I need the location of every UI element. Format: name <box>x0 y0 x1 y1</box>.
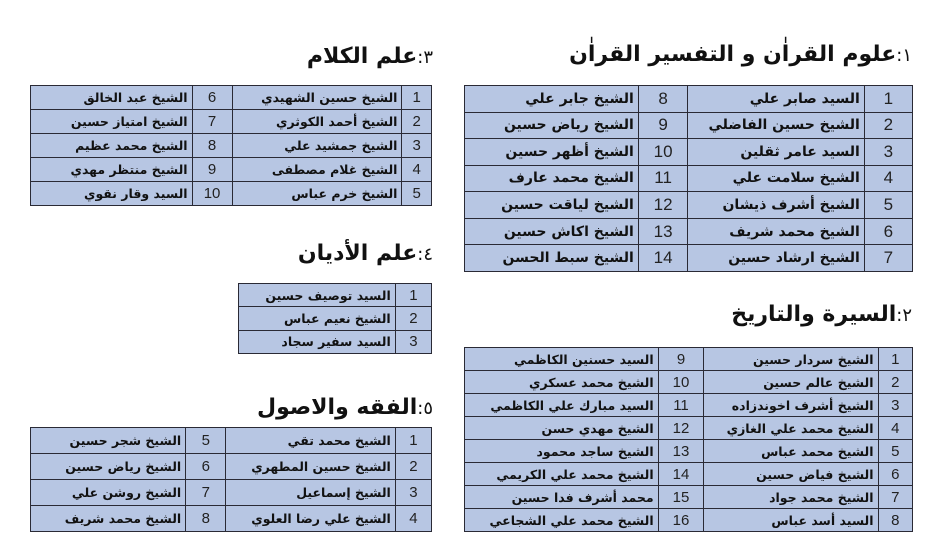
section-4-heading <box>298 241 433 266</box>
row-number-cell: 12 <box>658 417 704 440</box>
row-number-cell: 4 <box>864 165 912 192</box>
name-cell: الشيخ محمد جواد <box>704 486 878 509</box>
name-cell: الشيخ أحمد الكوثري <box>232 110 402 134</box>
row-number-cell: 1 <box>402 86 432 110</box>
name-cell: الشيخ منتظر مهدي <box>31 158 193 182</box>
row-number-cell: 7 <box>192 110 232 134</box>
name-cell: الشيخ محمد عسكري <box>465 371 659 394</box>
row-number-cell: 3 <box>878 394 912 417</box>
name-cell: السيد مبارك علي الكاظمي <box>465 394 659 417</box>
name-cell: الشيخ روشن علي <box>31 480 186 506</box>
table-row <box>465 112 913 139</box>
row-number-cell: 5 <box>402 182 432 206</box>
section-5-heading <box>257 395 433 420</box>
name-cell: الشيخ سردار حسين <box>704 348 878 371</box>
row-number-cell: 6 <box>878 463 912 486</box>
name-cell: السيد عامر ثقلين <box>688 139 864 166</box>
name-cell: الشيخ سلامت علي <box>688 165 864 192</box>
row-number-cell: 11 <box>658 394 704 417</box>
row-number-cell: 1 <box>395 428 431 454</box>
row-number-cell: 10 <box>658 371 704 394</box>
section-1-number: ١: <box>896 45 912 66</box>
row-number-cell: 1 <box>395 284 431 307</box>
name-cell: الشيخ محمد شريف <box>688 218 864 245</box>
name-cell: الشيخ امتياز حسين <box>31 110 193 134</box>
row-number-cell: 5 <box>186 428 226 454</box>
name-cell: السيد حسنين الكاظمي <box>465 348 659 371</box>
table-row <box>31 134 432 158</box>
row-number-cell: 7 <box>186 480 226 506</box>
section-2-heading <box>731 302 912 327</box>
name-cell: السيد وقار نقوي <box>31 182 193 206</box>
section-4-title: علم الأديان <box>297 241 418 266</box>
row-number-cell: 3 <box>395 330 431 353</box>
name-cell: الشيخ جابر علي <box>465 86 639 113</box>
name-cell: الشيخ عالم حسين <box>704 371 878 394</box>
row-number-cell: 5 <box>878 440 912 463</box>
row-number-cell: 10 <box>192 182 232 206</box>
row-number-cell: 8 <box>192 134 232 158</box>
row-number-cell: 7 <box>864 245 912 272</box>
table-row <box>465 394 913 417</box>
table-row <box>465 218 913 245</box>
row-number-cell: 4 <box>395 506 431 532</box>
table-row <box>465 486 913 509</box>
table-row <box>31 86 432 110</box>
section-1-title: علوم القراٰن و التفسير القراٰن <box>569 42 897 67</box>
name-cell: الشيخ إسماعيل <box>226 480 395 506</box>
name-cell: الشيخ أشرف اخوندزاده <box>704 394 878 417</box>
table-row <box>31 158 432 182</box>
table-row <box>465 86 913 113</box>
row-number-cell: 4 <box>402 158 432 182</box>
row-number-cell: 7 <box>878 486 912 509</box>
table-row <box>31 480 432 506</box>
row-number-cell: 1 <box>864 86 912 113</box>
name-cell: الشيخ محمد علي الشجاعي <box>465 509 659 532</box>
section-3-table <box>30 85 432 206</box>
name-cell: الشيخ حسين المطهري <box>226 454 395 480</box>
name-cell: الشيخ غلام مصطفى <box>232 158 402 182</box>
row-number-cell: 13 <box>638 218 688 245</box>
table-row <box>31 182 432 206</box>
row-number-cell: 6 <box>186 454 226 480</box>
name-cell: الشيخ لياقت حسين <box>465 192 639 219</box>
table-row <box>239 284 432 307</box>
name-cell: الشيخ حسين الشهيدي <box>232 86 402 110</box>
row-number-cell: 3 <box>395 480 431 506</box>
name-cell: الشيخ محمد عارف <box>465 165 639 192</box>
section-5-title: الفقه والاصول <box>257 395 418 420</box>
section-1-heading <box>569 42 912 67</box>
row-number-cell: 2 <box>402 110 432 134</box>
name-cell: الشيخ محمد عباس <box>704 440 878 463</box>
name-cell: الشيخ محمد عظيم <box>31 134 193 158</box>
section-2-number: ٢: <box>896 305 912 326</box>
row-number-cell: 8 <box>878 509 912 532</box>
name-cell: الشيخ مهدي حسن <box>465 417 659 440</box>
name-cell: الشيخ خرم عباس <box>232 182 402 206</box>
name-cell: السيد صابر علي <box>688 86 864 113</box>
section-3-title: علم الكلام <box>306 44 418 69</box>
name-cell: الشيخ حسين الفاضلي <box>688 112 864 139</box>
row-number-cell: 6 <box>192 86 232 110</box>
row-number-cell: 14 <box>638 245 688 272</box>
table-row <box>31 506 432 532</box>
row-number-cell: 2 <box>395 454 431 480</box>
name-cell: الشيخ عبد الخالق <box>31 86 193 110</box>
section-2-table <box>464 347 913 532</box>
name-cell: الشيخ محمد شريف <box>31 506 186 532</box>
row-number-cell: 16 <box>658 509 704 532</box>
row-number-cell: 1 <box>878 348 912 371</box>
name-cell: الشيخ فياض حسين <box>704 463 878 486</box>
section-2-title: السيرة والتاريخ <box>731 302 897 327</box>
row-number-cell: 3 <box>864 139 912 166</box>
table-row <box>239 330 432 353</box>
name-cell: الشيخ محمد علي الغازي <box>704 417 878 440</box>
name-cell: الشيخ أشرف ذيشان <box>688 192 864 219</box>
section-5-number: ٥: <box>417 398 433 419</box>
table-row <box>465 440 913 463</box>
table-row <box>465 139 913 166</box>
name-cell: السيد سفير سجاد <box>239 330 396 353</box>
name-cell: الشيخ سبط الحسن <box>465 245 639 272</box>
table-row <box>465 509 913 532</box>
row-number-cell: 14 <box>658 463 704 486</box>
table-row <box>465 245 913 272</box>
row-number-cell: 15 <box>658 486 704 509</box>
row-number-cell: 10 <box>638 139 688 166</box>
row-number-cell: 8 <box>638 86 688 113</box>
section-1-table <box>464 85 913 272</box>
row-number-cell: 13 <box>658 440 704 463</box>
row-number-cell: 9 <box>192 158 232 182</box>
name-cell: الشيخ شجر حسين <box>31 428 186 454</box>
table-row <box>239 307 432 330</box>
name-cell: محمد أشرف فدا حسين <box>465 486 659 509</box>
name-cell: الشيخ جمشيد علي <box>232 134 402 158</box>
row-number-cell: 11 <box>638 165 688 192</box>
table-row <box>465 192 913 219</box>
table-row <box>465 463 913 486</box>
row-number-cell: 6 <box>864 218 912 245</box>
name-cell: السيد أسد عباس <box>704 509 878 532</box>
row-number-cell: 2 <box>878 371 912 394</box>
name-cell: الشيخ رياض حسين <box>465 112 639 139</box>
table-row <box>465 417 913 440</box>
name-cell: الشيخ اكاش حسين <box>465 218 639 245</box>
row-number-cell: 2 <box>395 307 431 330</box>
name-cell: الشيخ علي رضا العلوي <box>226 506 395 532</box>
table-row <box>465 165 913 192</box>
name-cell: الشيخ أظهر حسين <box>465 139 639 166</box>
section-5-table <box>30 427 432 532</box>
name-cell: الشيخ نعيم عباس <box>239 307 396 330</box>
row-number-cell: 2 <box>864 112 912 139</box>
name-cell: الشيخ رياض حسين <box>31 454 186 480</box>
table-row <box>31 110 432 134</box>
row-number-cell: 4 <box>878 417 912 440</box>
section-4-table <box>238 283 432 354</box>
table-row <box>465 348 913 371</box>
row-number-cell: 5 <box>864 192 912 219</box>
table-row <box>31 454 432 480</box>
section-3-number: ٣: <box>417 47 433 68</box>
row-number-cell: 12 <box>638 192 688 219</box>
name-cell: السيد توصيف حسين <box>239 284 396 307</box>
name-cell: الشيخ ارشاد حسين <box>688 245 864 272</box>
section-4-number: ٤: <box>417 244 433 265</box>
row-number-cell: 9 <box>658 348 704 371</box>
row-number-cell: 9 <box>638 112 688 139</box>
table-row <box>31 428 432 454</box>
section-3-heading <box>307 44 433 69</box>
table-row <box>465 371 913 394</box>
row-number-cell: 8 <box>186 506 226 532</box>
name-cell: الشيخ ساجد محمود <box>465 440 659 463</box>
row-number-cell: 3 <box>402 134 432 158</box>
name-cell: الشيخ محمد تقي <box>226 428 395 454</box>
name-cell: الشيخ محمد علي الكريمي <box>465 463 659 486</box>
